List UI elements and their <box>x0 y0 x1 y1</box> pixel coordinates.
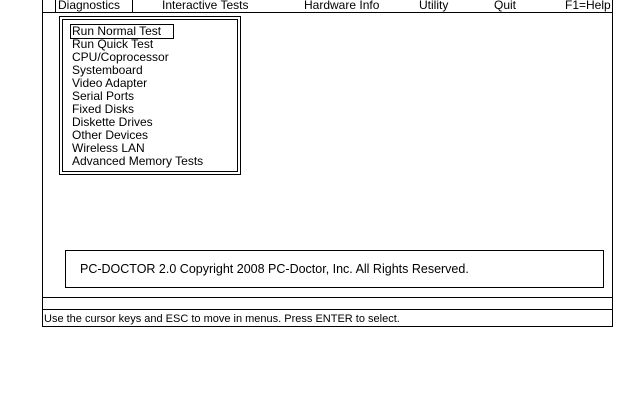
diagnostics-dropdown <box>59 16 241 175</box>
pc-doctor-screen <box>42 0 613 327</box>
menu-option-other-devices[interactable]: Other Devices <box>72 128 149 142</box>
copyright-box <box>65 250 604 288</box>
menu-option-wireless-lan[interactable]: Wireless LAN <box>72 141 145 155</box>
menu-option-systemboard[interactable]: Systemboard <box>72 63 143 77</box>
menu-option-diskette-drives[interactable]: Diskette Drives <box>72 115 153 129</box>
divider-upper <box>43 297 612 298</box>
menu-f1-help[interactable]: F1=Help <box>565 0 611 12</box>
menu-diagnostics[interactable]: Diagnostics <box>55 0 133 13</box>
menu-interactive-tests[interactable]: Interactive Tests <box>162 0 249 12</box>
menu-quit[interactable]: Quit <box>494 0 517 12</box>
menu-option-run-normal-test[interactable]: Run Normal Test <box>71 25 173 38</box>
menu-utility[interactable]: Utility <box>419 0 449 12</box>
menu-option-run-quick-test[interactable]: Run Quick Test <box>72 37 154 51</box>
divider-lower <box>43 309 612 310</box>
menu-hardware-info[interactable]: Hardware Info <box>304 0 380 12</box>
menu-bar <box>43 0 612 13</box>
menu-option-cpu-coprocessor[interactable]: CPU/Coprocessor <box>72 50 169 64</box>
menu-option-video-adapter[interactable]: Video Adapter <box>72 76 148 90</box>
menu-option-fixed-disks[interactable]: Fixed Disks <box>72 102 135 116</box>
copyright-text: PC-DOCTOR 2.0 Copyright 2008 PC-Doctor, Inc. All Rights Reserved. <box>80 262 469 276</box>
menu-option-advanced-memory-tests[interactable]: Advanced Memory Tests <box>72 154 204 168</box>
menu-option-serial-ports[interactable]: Serial Ports <box>72 89 135 103</box>
status-bar-text: Use the cursor keys and ESC to move in menus. Press ENTER to select. <box>44 313 400 325</box>
